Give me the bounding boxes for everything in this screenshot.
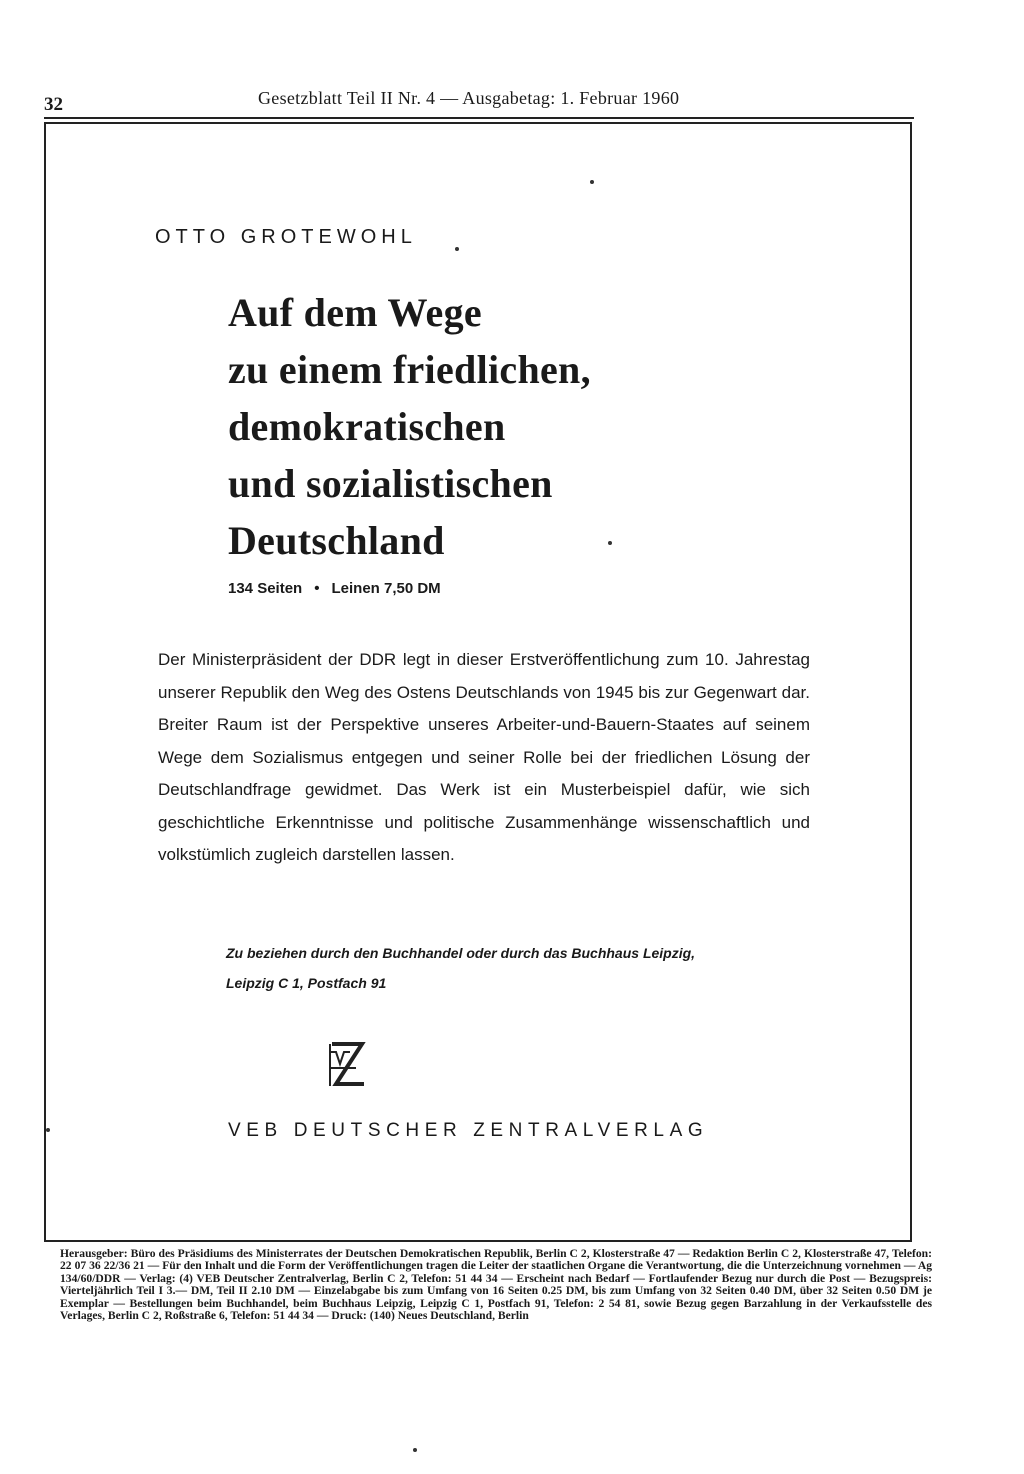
book-specs [228,580,441,597]
zentralverlag-logo-icon [326,1040,368,1090]
scan-speck [590,180,594,184]
title-line: Auf dem Wege [228,290,482,335]
book-description: Der Ministerpräsident der DDR legt in dieser Erstveröffentlichung zum 10. Jahrestag unserer Republik den Weg des Ostens Deutschlands von 1945 bis zur Gegenwart dar. Breiter Raum ist der Perspektive unseres Arbeiter-und-Bauern-Staates auf seinem Wege dem Sozialismus entgegen und seiner Rolle bei der friedlichen Lösung der Deutschlandfrage gewidmet. Das Werk ist ein Musterbeispiel dafür, wie sich geschichtliche Erkenntnisse und politische Zusammenhänge wissenschaftlich und volkstümlich zugleich darstellen lassen. [158,650,810,864]
order-line: Leipzig C 1, Postfach 91 [226,975,387,991]
bullet-separator: • [314,580,320,597]
scan-speck [608,541,612,545]
title-line: zu einem friedlichen, [228,347,591,392]
binding-price: Leinen 7,50 DM [331,580,441,597]
title-line: Deutschland [228,518,445,563]
order-line: Zu beziehen durch den Buchhandel oder durch das Buchhaus Leipzig, [226,945,696,961]
title-line: demokratischen [228,404,506,449]
scan-speck [455,247,459,251]
book-title [228,284,788,569]
scan-speck [413,1448,417,1452]
page-number: 32 [44,94,63,115]
title-line: und sozialistischen [228,461,553,506]
imprint-text: Herausgeber: Büro des Präsidiums des Ministerrates der Deutschen Demokratischen Republik, Berlin C 2, Klosterstraße 47 — Redaktion Berlin C 2, Klosterstraße 47, Telefon: 22 07 36 22/36 21 — Für den Inhalt und die Form der Veröffentlichungen tragen die Leiter der staatlichen Organe die Verantwortung, die die Unterzeichnung vornehmen — Ag 134/60/DDR — Verlag: (4) VEB Deutscher Zentralverlag, Berlin C 2, Telefon: 51 44 34 — Erscheint nach Bedarf — Fortlaufender Bezug nur durch die Post — Bezugspreis: Vierteljährlich Teil I 3.— DM, Teil II 2.10 DM — Einzelabgabe bis zum Umfang von 16 Seiten 0.25 DM, bis zum Umfang von 32 Seiten 0.40 DM, über 32 Seiten 0.50 DM je Exemplar — Bestellungen beim Buchhandel, beim Buchhaus Leipzig, Leipzig C 1, Postfach 91, Telefon: 2 54 81, sowie Bezug gegen Barzahlung in der Verkaufsstelle des Verlages, Berlin C 2, Roßstraße 6, Telefon: 51 44 34 — Druck: (140) Neues Deutschland, Berlin [60,1247,932,1323]
running-head: Gesetzblatt Teil II Nr. 4 — Ausgabetag: 1. Februar 1960 [258,88,680,108]
order-info [226,938,695,998]
publisher-name: VEB DEUTSCHER ZENTRALVERLAG [228,1120,709,1141]
page-count: 134 Seiten [228,580,303,597]
header-rule [44,117,914,119]
author-name: OTTO GROTEWOHL [155,226,417,248]
scan-speck [46,1128,50,1132]
